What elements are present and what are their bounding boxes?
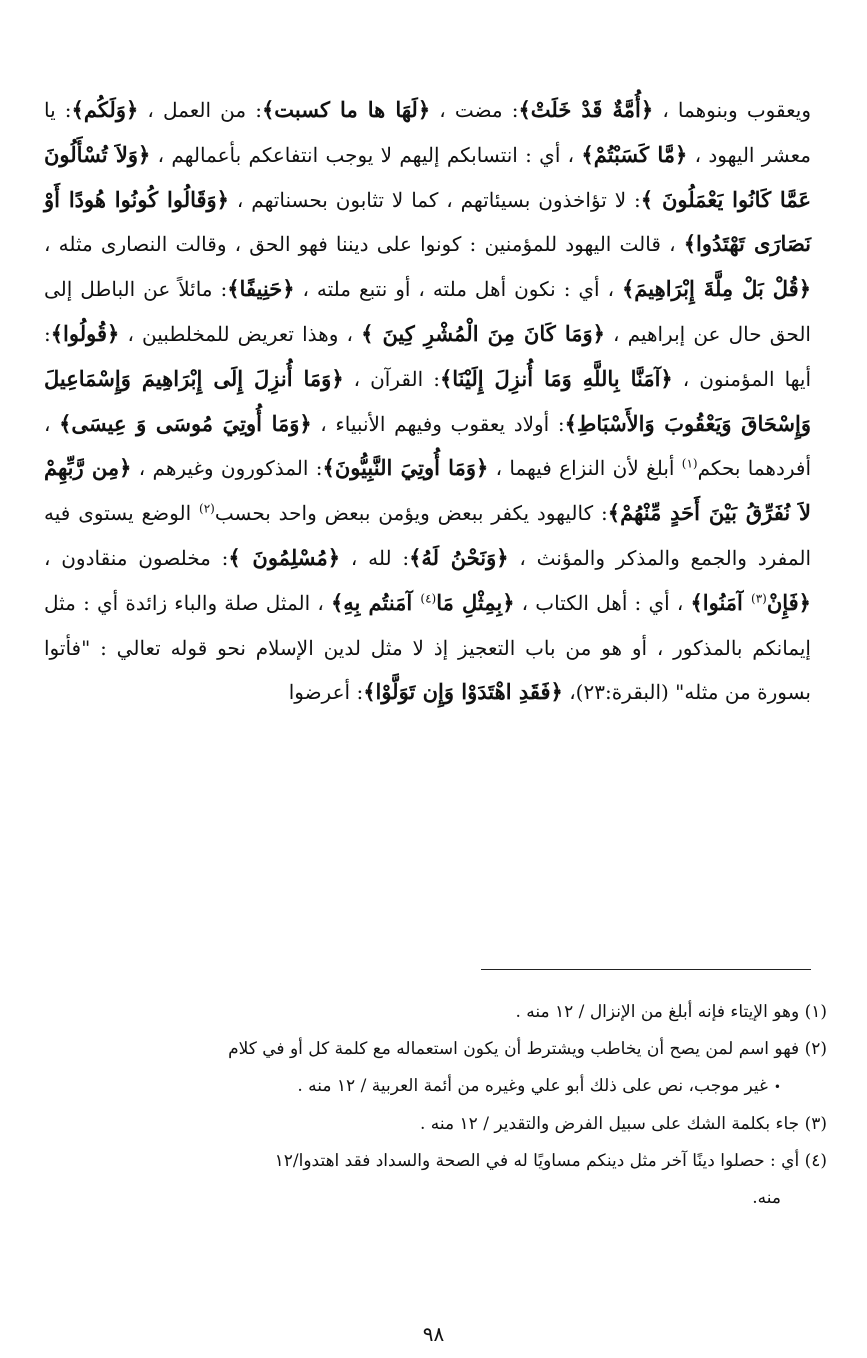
quran-quote: ﴿فَإِنْ bbox=[766, 589, 811, 615]
paragraph bbox=[44, 88, 811, 715]
footnote-ref: (٢) bbox=[199, 501, 215, 516]
quran-quote: ﴿وَمَا أُوتِيَ النَّبِيُّونَ﴾ bbox=[322, 455, 489, 481]
commentary-text: : كاليهود يكفر ببعض ويؤمن ببعض واحد بحسب bbox=[214, 501, 608, 526]
footnote-ref: (١) bbox=[681, 456, 698, 471]
commentary-text: : القرآن ، bbox=[343, 366, 440, 391]
quran-quote: ﴿حَنِيفًا﴾ bbox=[227, 276, 295, 302]
commentary-text: : لله ، bbox=[340, 545, 410, 570]
quran-quote: ﴿وَمَا كَانَ مِنَ الْمُشْرِ كِينَ ﴾ bbox=[361, 320, 605, 346]
commentary-text: : يا معشر اليهود ، bbox=[44, 98, 811, 167]
commentary-text: : مضت ، bbox=[430, 98, 519, 122]
commentary-text: : أيها المؤمنون ، bbox=[44, 321, 811, 391]
quran-quote: ﴿قُلْ بَلْ مِلَّةَ إِبْرَاهِيمَ﴾ bbox=[622, 276, 812, 302]
commentary-text: الوضع يستوى فيه المفرد والجمع والمذكر والمؤنث ، bbox=[44, 501, 811, 570]
quran-quote: ﴿مِن رَّبِّهِمْ لاَ نُفَرِّقُ بَيْنَ أَحَدٍ مِّنْهُمْ﴾ bbox=[44, 455, 811, 526]
footnote-4-continuation: منه. bbox=[752, 1188, 781, 1208]
commentary-text: ، قالت اليهود للمؤمنين : كونوا على ديننا فهو الحق ، وقالت النصارى مثله ، bbox=[44, 232, 684, 257]
quran-quote: ﴿لَهَا ها ما كسبت﴾ bbox=[261, 97, 431, 122]
quran-quote: ﴿أُمَّةٌ قَدْ خَلَتْ﴾ bbox=[518, 97, 654, 122]
footnote-2: (٢) فهو اسم لمن يصح أن يخاطب ويشترط أن يكون استعماله مع كلمة كل أو في كلام bbox=[228, 1039, 827, 1059]
footnote-ref: (٣) bbox=[751, 591, 767, 606]
commentary-text: : لا تؤاخذون بسيئاتهم ، كما لا تثابون بحسناتهم ، bbox=[229, 187, 641, 212]
commentary-text: : أعرضوا bbox=[288, 680, 364, 705]
commentary-text: ، وهذا تعريض للمخلطبين ، bbox=[119, 321, 362, 346]
footnote-2-line-2: غير موجب، نص على ذلك أبو علي وغيره من أئمة العربية / ١٢ منه . bbox=[297, 1076, 768, 1096]
quran-quote: ﴿وَنَحْنُ لَهُ﴾ bbox=[409, 544, 509, 570]
commentary-text: : مائلاً عن الباطل إلى الحق حال عن إبراهيم ، bbox=[44, 277, 811, 346]
quran-quote: ﴿مَّا كَسَبْتُمْ﴾ bbox=[581, 141, 688, 167]
quran-quote: ﴿وَمَا أُوتِيَ مُوسَى وَ عِيسَى﴾ bbox=[59, 410, 312, 436]
commentary-text: : من العمل ، bbox=[138, 98, 262, 122]
commentary-text: : مخلصون منقادون ، bbox=[44, 545, 229, 570]
footnote-separator bbox=[481, 969, 811, 970]
bullet-icon: • bbox=[773, 1080, 781, 1094]
commentary-text: ، أي : نكون أهل ملته ، أو نتبع ملته ، bbox=[294, 277, 622, 302]
commentary-text: ، أي : انتسابكم إليهم لا يوجب انتفاعكم بأعمالهم ، bbox=[150, 142, 582, 167]
footnote-4: (٤) أي : حصلوا دينًا آخر مثل دينكم مساويًا له في الصحة والسداد فقد اهتدوا/١٢ bbox=[274, 1151, 827, 1171]
footnotes bbox=[44, 996, 827, 1215]
commentary-text: ، أفردهما بحكم bbox=[44, 411, 811, 481]
footnote-1: (١) وهو الإيتاء فإنه أبلغ من الإنزال / ١٢ منه . bbox=[515, 1002, 827, 1022]
quran-quote: ﴿وَمَا أُنزِلَ إِلَى إِبْرَاهِيمَ وَإِسْمَاعِيلَ وَإِسْحَاقَ وَيَعْقُوبَ وَالأَسْبَاطِ﴾ bbox=[44, 365, 811, 436]
page-number: ٩٨ bbox=[422, 1322, 445, 1346]
commentary-text: : أولاد يعقوب وفيهم الأنبياء ، bbox=[311, 411, 565, 436]
quran-quote: ﴿بِمِثْلِ مَا bbox=[436, 589, 515, 615]
commentary-text: ، أي : أهل الكتاب ، bbox=[514, 590, 691, 615]
commentary-text: أبلغ لأن النزاع فيهما ، bbox=[488, 456, 682, 481]
commentary-text: ويعقوب وبنوهما ، bbox=[653, 98, 811, 122]
quran-quote: آمَنُوا﴾ bbox=[690, 589, 751, 615]
quran-quote: ﴿وَقَالُوا كُونُوا هُودًا أَوْ نَصَارَى تَهْتَدُوا﴾ bbox=[44, 186, 811, 257]
quran-quote: ﴿آمَنَّا بِاللَّهِ وَمَا أُنزِلَ إِلَيْنَا﴾ bbox=[439, 365, 673, 391]
quran-quote: ﴿وَلاَ تُسْأَلُونَ عَمَّا كَانُوا يَعْمَلُونَ ﴾ bbox=[44, 141, 811, 212]
footnote-3: (٣) جاء بكلمة الشك على سبيل الفرض والتقدير / ١٢ منه . bbox=[419, 1114, 827, 1134]
quran-quote: ﴿وَلَكُم﴾ bbox=[71, 97, 139, 122]
commentary-text: ، المثل صلة والباء زائدة أي : مثل إيمانكم بالمذكور ، أو هو من باب التعجيز إذ لا مثل لدين الإسلام نحو قوله تعالي : "فأتوا بسورة من مثله" (البقرة:٢٣)، bbox=[44, 590, 811, 705]
main-text bbox=[44, 88, 811, 715]
quran-quote: ﴿قُولُوا﴾ bbox=[50, 320, 120, 346]
footnote-ref: (٤) bbox=[420, 591, 437, 606]
footnote-2-continuation bbox=[44, 1070, 827, 1104]
quran-quote: ﴿مُسْلِمُونَ ﴾ bbox=[228, 544, 341, 570]
commentary-text: : المذكورون وغيرهم ، bbox=[131, 456, 323, 481]
quran-quote: آمَنتُم بِهِ﴾ bbox=[330, 589, 421, 615]
quran-quote: ﴿فَقَدِ اهْتَدَوْا وَإِن تَوَلَّوْا﴾ bbox=[363, 679, 563, 705]
